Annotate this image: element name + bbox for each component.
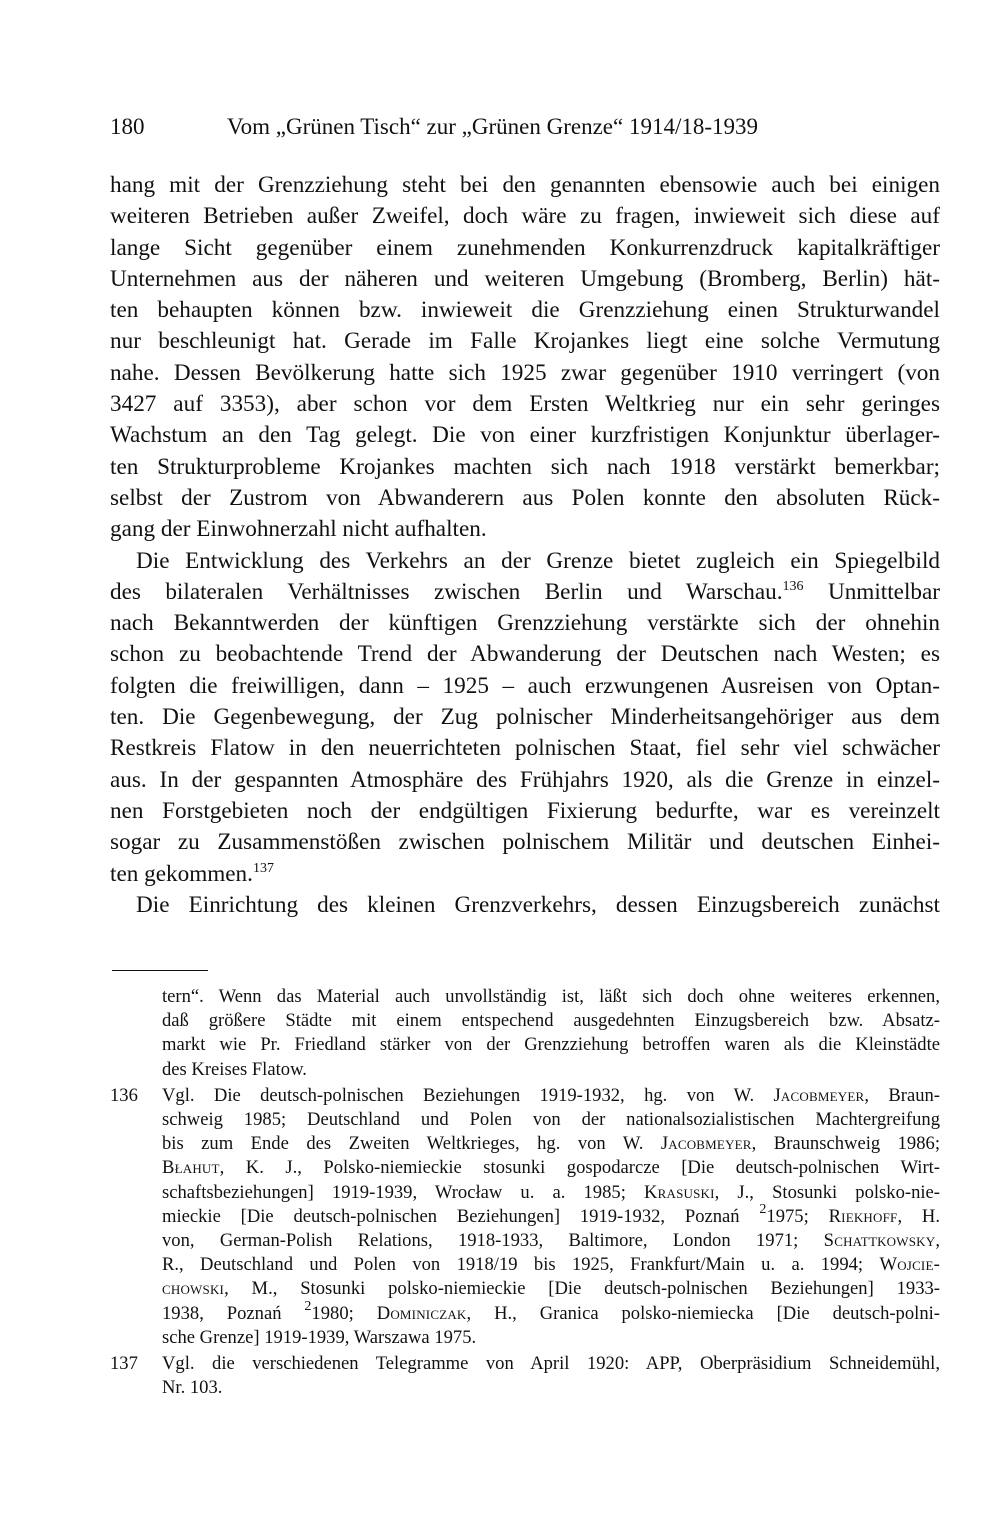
- text-segment: 1938, Poznań: [162, 1302, 305, 1324]
- text-segment: R., Deutschland und Polen von 1918/19 bis 1925, Frankfurt/Main u. a. 1994;: [162, 1254, 880, 1276]
- text-line: [110, 577, 940, 608]
- footnote-line: [162, 1084, 940, 1108]
- footnote-line: [162, 1156, 940, 1180]
- text-segment: , K. J., Polsko-niemieckie stosunki gospodarcze [Die deutsch-polnischen Wirt-: [219, 1157, 940, 1179]
- author-name: Jacobmeyer: [773, 1084, 865, 1106]
- text-segment: , H., Granica polsko-niemiecka [Die deutsch-polni-: [466, 1302, 940, 1324]
- footnote-line: tern“. Wenn das Material auch unvollständig ist, läßt sich doch ohne weiteres erkennen,: [162, 986, 940, 1007]
- footnote-line: des Kreises Flatow.: [162, 1058, 307, 1080]
- text-line: sogar zu Zusammenstößen zwischen polnischem Militär und deutschen Einhei-: [110, 829, 940, 856]
- footnote-number: 136: [110, 1084, 138, 1106]
- text-line: aus. In der gespannten Atmosphäre des Frühjahrs 1920, als die Grenze in einzel-: [110, 766, 940, 793]
- text-line: gang der Einwohnerzahl nicht aufhalten.: [110, 516, 487, 543]
- footnote-line: markt wie Pr. Friedland stärker von der Grenzziehung betroffen waren als die Kleinstädte: [162, 1034, 940, 1056]
- footnote-line: [162, 1253, 940, 1277]
- text-segment: ,: [935, 1230, 940, 1252]
- text-segment: Vgl. Die deutsch-polnischen Beziehungen 1919-1932, hg. von W.: [162, 1084, 774, 1106]
- edition-superscript: 2: [759, 1201, 767, 1217]
- footnote-number: 137: [110, 1353, 138, 1375]
- footnote-ref-136[interactable]: 136: [782, 578, 804, 594]
- page-number: 180: [110, 114, 145, 139]
- author-name: Błahut: [162, 1157, 220, 1179]
- text-line: Restkreis Flatow in den neuerrichteten polnischen Staat, fiel sehr viel schwächer: [110, 735, 940, 762]
- text-segment: , J., Stosunki polsko-nie-: [714, 1181, 940, 1203]
- footnote-line: schweig 1985; Deutschland und Polen von der nationalsozialistischen Machtergreifung: [162, 1109, 940, 1131]
- text-line: nur beschleunigt hat. Gerade im Falle Krojankes liegt eine solche Vermutung: [110, 328, 940, 355]
- text-segment: von, German-Polish Relations, 1918-1933, Baltimore, London 1971;: [162, 1230, 824, 1252]
- text-segment: 1975;: [766, 1205, 829, 1227]
- text-segment: , Braun-: [864, 1084, 940, 1106]
- footnote-continuation: [110, 985, 940, 1082]
- author-name: Riekhoff: [828, 1205, 898, 1227]
- text-line: ten behaupten können bzw. inwieweit die Grenzziehung einen Strukturwandel: [110, 297, 940, 324]
- footnote-line: [162, 1277, 940, 1301]
- footnote-line: [162, 1229, 940, 1253]
- paragraph-2: [110, 546, 940, 890]
- footnote-divider: [112, 970, 208, 971]
- footnote-line: [162, 1132, 940, 1156]
- main-text: [110, 170, 940, 921]
- text-segment: Unmittelbar: [803, 578, 940, 605]
- text-line: nach Bekanntwerden der künftigen Grenzziehung verstärkte sich der ohnehin: [110, 610, 940, 637]
- author-name: Wojcie-: [879, 1254, 940, 1276]
- author-name: Jacobmeyer: [660, 1133, 752, 1155]
- text-line: nen Forstgebieten noch der endgültigen Fixierung bedurfte, war es vereinzelt: [110, 797, 940, 824]
- edition-superscript: 2: [304, 1298, 312, 1314]
- author-name: Schattkowsky: [823, 1230, 936, 1252]
- author-name: Dominiczak: [376, 1302, 467, 1324]
- text-segment: des bilateralen Verhältnisses zwischen Berlin und Warschau.: [110, 578, 783, 605]
- text-line: ten Strukturprobleme Krojankes machten sich nach 1918 verstärkt bemerkbar;: [110, 453, 940, 480]
- text-segment: , M., Stosunki polsko-niemieckie [Die deutsch-polnischen Beziehungen] 1933-: [224, 1278, 940, 1300]
- text-segment: , Braunschweig 1986;: [751, 1133, 940, 1155]
- footnote-line: [162, 1181, 940, 1205]
- footnote-line: daß größere Städte mit einem entspechend ausgedehnten Einzugsbereich bzw. Absatz-: [162, 1010, 940, 1032]
- footnote-line: Vgl. die verschiedenen Telegramme von April 1920: APP, Oberpräsidium Schneidemühl,: [162, 1353, 940, 1375]
- text-segment: , H.: [897, 1205, 940, 1227]
- footnote-ref-137[interactable]: 137: [252, 860, 274, 876]
- footnotes: [110, 985, 940, 1402]
- footnote-137: [110, 1352, 940, 1400]
- text-line: folgten die freiwilligen, dann – 1925 – auch erzwungenen Ausreisen von Optan-: [110, 672, 940, 699]
- text-line: schon zu beobachtende Trend der Abwanderung der Deutschen nach Westen; es: [110, 641, 940, 668]
- text-line: Die Einrichtung des kleinen Grenzverkehrs, dessen Einzugsbereich zunächst: [136, 891, 940, 918]
- text-segment: bis zum Ende des Zweiten Weltkrieges, hg. von W.: [162, 1133, 661, 1155]
- text-line: [110, 859, 940, 890]
- author-name: chowski: [162, 1278, 225, 1300]
- running-title: Vom „Grünen Tisch“ zur „Grünen Grenze“ 1914/18-1939: [227, 114, 759, 139]
- text-line: hang mit der Grenzziehung steht bei den genannten ebensowie auch bei einigen: [110, 172, 940, 198]
- text-line: selbst der Zustrom von Abwanderern aus Polen konnte den absoluten Rück-: [110, 484, 940, 511]
- footnote-line: [162, 1298, 940, 1326]
- text-line: lange Sicht gegenüber einem zunehmenden Konkurrenzdruck kapitalkräftiger: [110, 234, 940, 261]
- text-segment: 1980;: [311, 1302, 377, 1324]
- footnote-136: [110, 1084, 940, 1350]
- footnote-line: Nr. 103.: [162, 1377, 223, 1399]
- text-line: weiteren Betrieben außer Zweifel, doch wäre zu fragen, inwieweit sich diese auf: [110, 203, 940, 230]
- text-line: Unternehmen aus der näheren und weiteren Umgebung (Bromberg, Berlin) hät-: [110, 265, 940, 292]
- text-line: Wachstum an den Tag gelegt. Die von einer kurzfristigen Konjunktur überlager-: [110, 422, 940, 449]
- paragraph-3: [110, 890, 940, 921]
- text-segment: mieckie [Die deutsch-polnischen Beziehungen] 1919-1932, Poznań: [162, 1205, 760, 1227]
- text-line: nahe. Dessen Bevölkerung hatte sich 1925 zwar gegenüber 1910 verringert (von: [110, 359, 940, 386]
- paragraph-1: [110, 170, 940, 546]
- footnote-line: sche Grenze] 1919-1939, Warszawa 1975.: [162, 1326, 477, 1348]
- text-line: Die Entwicklung des Verkehrs an der Grenze bietet zugleich ein Spiegelbild: [136, 547, 940, 574]
- text-segment: schaftsbeziehungen] 1919-1939, Wrocław u. a. 1985;: [162, 1181, 644, 1203]
- text-segment: ten gekommen.: [110, 860, 253, 887]
- footnote-line: [162, 1201, 940, 1229]
- text-line: 3427 auf 3353), aber schon vor dem Ersten Weltkrieg nur ein sehr geringes: [110, 391, 940, 418]
- author-name: Krasuski: [644, 1181, 715, 1203]
- text-line: ten. Die Gegenbewegung, der Zug polnischer Minderheitsangehöriger aus dem: [110, 704, 940, 731]
